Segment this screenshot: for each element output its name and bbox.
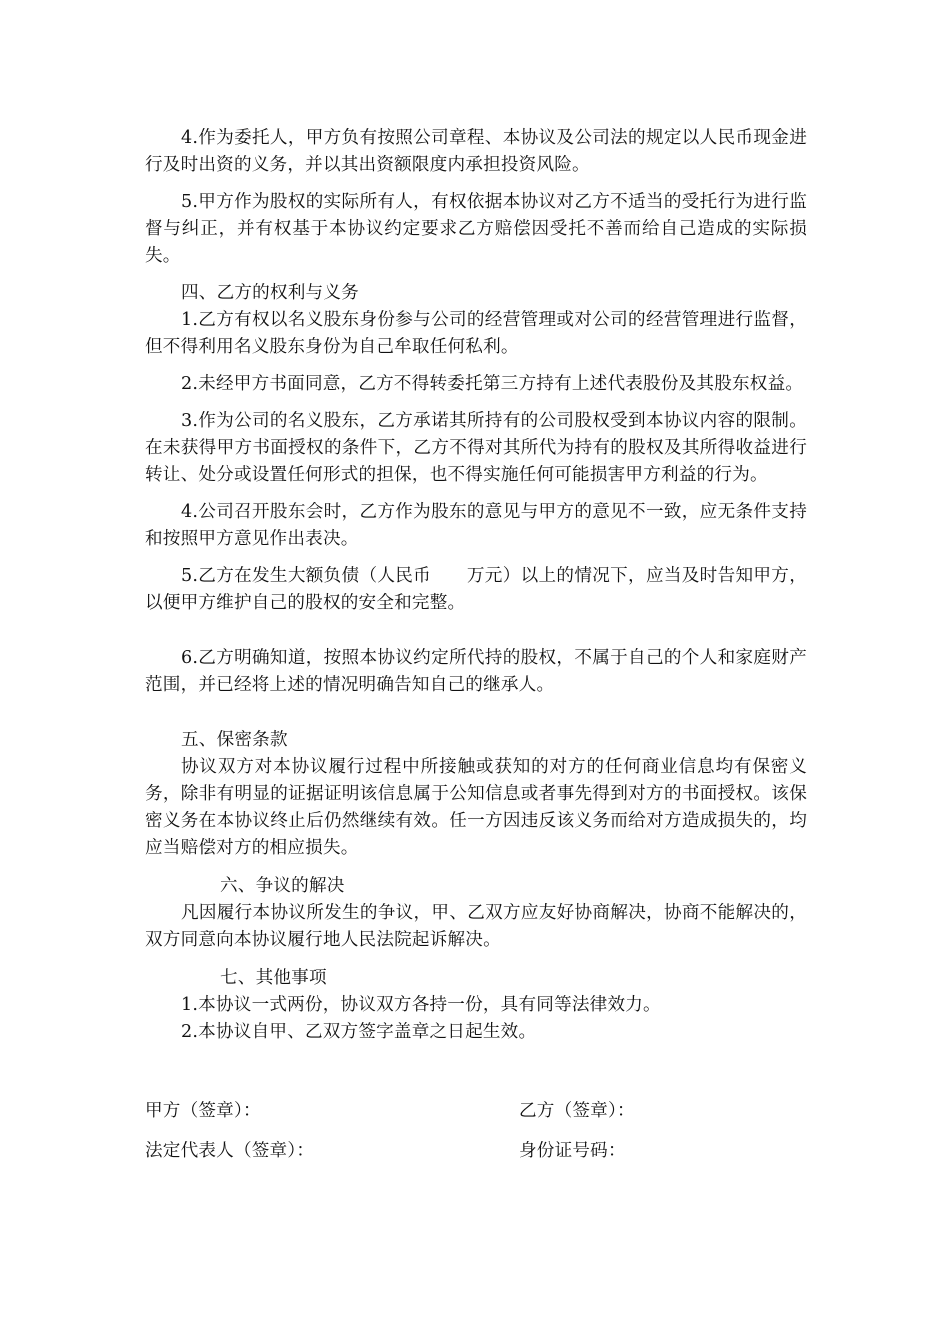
clause-4-5: 5.乙方在发生大额负债（人民币 万元）以上的情况下，应当及时告知甲方，以便甲方维护自己的股权的安全和完整。 [145, 566, 807, 613]
section-6-title: 六、争议的解决 [220, 876, 345, 896]
clause-7-1: 1.本协议一式两份，协议双方各持一份，具有同等法律效力。 [181, 995, 661, 1015]
clause-4-3: 3.作为公司的名义股东，乙方承诺其所持有的公司股权受到本协议内容的限制。在未获得甲方书面授权的条件下，乙方不得对其所代为持有的股权及其所得收益进行转让、处分或设置任何形式的担保，也不得实施任何可能损害甲方利益的行为。 [145, 411, 807, 485]
clause-4-1: 1.乙方有权以名义股东身份参与公司的经营管理或对公司的经营管理进行监督，但不得利用名义股东身份为自己牟取任何私利。 [145, 310, 807, 357]
section-6-body: 凡因履行本协议所发生的争议，甲、乙双方应友好协商解决，协商不能解决的，双方同意向本协议履行地人民法院起诉解决。 [145, 903, 807, 950]
section-7-title: 七、其他事项 [220, 968, 327, 988]
section-5-title: 五、保密条款 [181, 730, 288, 750]
section-5-body: 协议双方对本协议履行过程中所接触或获知的对方的任何商业信息均有保密义务，除非有明显的证据证明该信息属于公知信息或者事先得到对方的书面授权。该保密义务在本协议终止后仍然继续有效。任一方因违反该义务而给对方造成损失的，均应当赔偿对方的相应损失。 [145, 757, 807, 858]
legal-representative-label: 法定代表人（签章）： [145, 1141, 315, 1161]
clause-3-4: 4.作为委托人，甲方负有按照公司章程、本协议及公司法的规定以人民币现金进行及时出资的义务，并以其出资额限度内承担投资风险。 [145, 128, 807, 175]
section-4-title: 四、乙方的权利与义务 [181, 283, 359, 303]
party-b-signature-label: 乙方（签章）： [519, 1101, 635, 1121]
clause-3-5: 5.甲方作为股权的实际所有人，有权依据本协议对乙方不适当的受托行为进行监督与纠正，并有权基于本协议约定要求乙方赔偿因受托不善而给自己造成的实际损失。 [145, 192, 807, 266]
clause-7-2: 2.本协议自甲、乙双方签字盖章之日起生效。 [181, 1022, 537, 1042]
document-body [145, 125, 807, 1046]
party-a-signature-label: 甲方（签章）： [145, 1101, 261, 1121]
clause-4-2: 2.未经甲方书面同意，乙方不得转委托第三方持有上述代表股份及其股东权益。 [181, 374, 804, 394]
id-number-label: 身份证号码： [519, 1141, 626, 1161]
clause-4-4: 4.公司召开股东会时，乙方作为股东的意见与甲方的意见不一致，应无条件支持和按照甲方意见作出表决。 [145, 502, 807, 549]
clause-4-6: 6.乙方明确知道，按照本协议约定所代持的股权，不属于自己的个人和家庭财产范围，并已经将上述的情况明确告知自己的继承人。 [145, 648, 807, 695]
